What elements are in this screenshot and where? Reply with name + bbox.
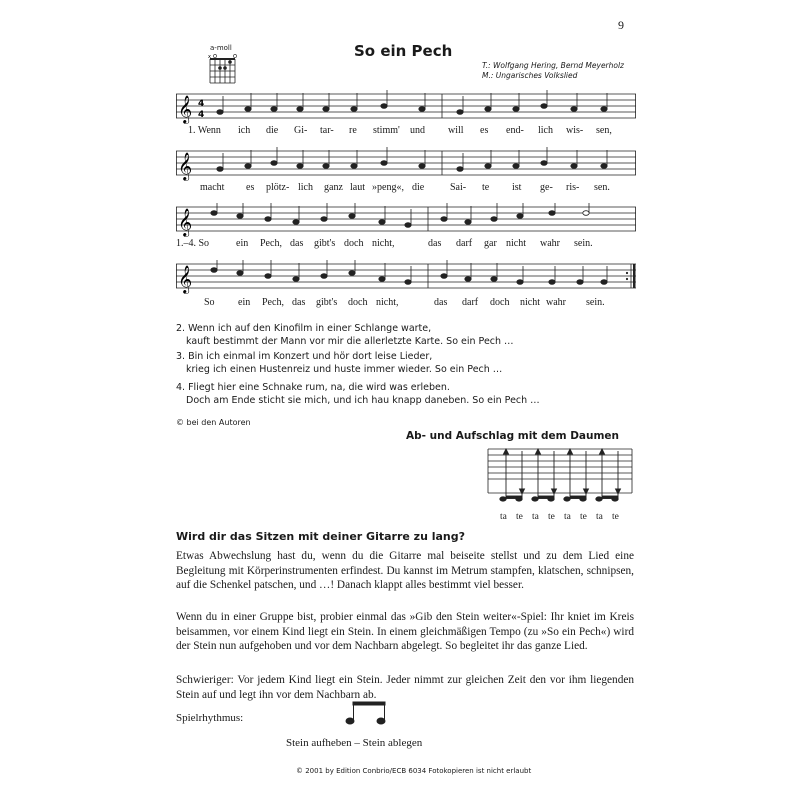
song-title: So ein Pech (354, 42, 453, 60)
lyric-line-3 (176, 238, 636, 252)
verse-line: 2. Wenn ich auf den Kinofilm in einer Schlange warte, (176, 323, 432, 334)
lyric-syllable: gibt's (316, 297, 338, 308)
lyric-syllable: nicht, (376, 297, 399, 308)
lyric-syllable: ein (236, 238, 249, 249)
strum-syllable: ta (596, 512, 603, 522)
lyric-syllable: gar (484, 238, 497, 249)
paragraph: Wenn du in einer Gruppe bist, probier einmal das »Gib den Stein weiter«-Spiel: Ihr kniet im Kreis beisammen, vor einem Kind liegt ein Stein. In einem gleichmäßigen Tempo (zu »So ein Pech«) wird der Stein nun aufgehoben und vor dem Nachbarn abgelegt. So begleitet ihr das ganze Lied. (176, 611, 634, 652)
lyric-syllable: stimm' (373, 125, 400, 136)
svg-text:𝄞: 𝄞 (178, 208, 193, 236)
credits-text: T.: Wolfgang Hering, Bernd Meyerholz (482, 61, 624, 70)
copyright-authors: © bei den Autoren (176, 418, 251, 427)
lyric-syllable: darf (456, 238, 473, 249)
svg-text:4: 4 (198, 99, 205, 109)
chord-diagram (206, 53, 242, 87)
lyric-syllable: nicht (506, 238, 526, 249)
strum-syllable: ta (500, 512, 507, 522)
paragraph: Etwas Abwechslung hast du, wenn du die Gitarre mal beiseite stellst und zu dem Lied eine Begleitung mit Körperinstrumenten erfindest. Du kannst im Metrum stampfen, klatschen, schnipsen, auf die Schenkel patschen, und …! Danach klappt alles bestimmt viel besser. (176, 550, 634, 591)
rhythm-label: Spielrhythmus: (176, 712, 244, 724)
staff-system-1 (176, 90, 638, 126)
lyric-syllable: 1.–4. So (176, 238, 210, 249)
lyric-syllable: ich (238, 125, 251, 136)
song-credits (482, 61, 624, 81)
lyric-syllable: plötz- (266, 182, 290, 193)
paragraph: Schwieriger: Vor jedem Kind liegt ein Stein. Jeder nimmt zur gleichen Zeit den vor ihm liegenden Stein auf und legt ihn vor dem Nachbarn ab. (176, 674, 634, 701)
lyric-line-2 (176, 182, 636, 196)
lyric-syllable: gibt's (314, 238, 336, 249)
verse-2 (176, 322, 514, 348)
lyric-syllable: Sai- (450, 182, 467, 193)
strum-syllable: te (612, 512, 619, 522)
thumb-section-title: Ab- und Aufschlag mit dem Daumen (406, 430, 620, 442)
rhythm-caption: Stein aufheben – Stein ablegen (286, 737, 423, 749)
footer-copyright: © 2001 by Edition Conbrio/ECB 6034 Fotokopieren ist nicht erlaubt (296, 767, 532, 775)
lyric-syllable: nicht, (372, 238, 395, 249)
verse-3 (176, 350, 502, 376)
page-number: 9 (618, 18, 624, 32)
verse-line: 4. Fliegt hier eine Schnake rum, na, die wird was erleben. (176, 382, 450, 393)
lyric-line-1 (176, 125, 636, 139)
lyric-syllable: laut (350, 182, 365, 193)
strum-syllable: te (516, 512, 523, 522)
verse-line: kauft bestimmt der Mann vor mir die allerletzte Karte. So ein Pech … (186, 336, 514, 347)
lyric-syllable: wahr (540, 238, 560, 249)
lyric-syllable: lich (538, 125, 553, 136)
lyric-syllable: doch (344, 238, 364, 249)
lyric-syllable: tar- (320, 125, 334, 136)
lyric-syllable: sein. (574, 238, 593, 249)
lyric-syllable: ge- (540, 182, 553, 193)
staff-system-3 (176, 203, 638, 239)
lyric-syllable: es (480, 125, 489, 136)
staff-system-2 (176, 147, 638, 183)
svg-text:𝄞: 𝄞 (178, 152, 193, 180)
thumb-strum-diagram (484, 447, 634, 513)
lyric-syllable: die (266, 125, 279, 136)
lyric-syllable: das (428, 238, 442, 249)
svg-text:𝄞: 𝄞 (178, 265, 193, 293)
lyric-syllable: sein. (586, 297, 605, 308)
lyric-syllable: ris- (566, 182, 580, 193)
lyric-syllable: sen, (596, 125, 612, 136)
strum-syllable: ta (564, 512, 571, 522)
credits-music: M.: Ungarisches Volkslied (482, 71, 578, 80)
lyric-syllable: te (482, 182, 490, 193)
lyric-syllable: das (290, 238, 304, 249)
lyric-syllable: re (349, 125, 357, 136)
lyric-syllable: das (434, 297, 448, 308)
lyric-syllable: darf (462, 297, 479, 308)
lyric-syllable: die (412, 182, 425, 193)
svg-text:4: 4 (198, 110, 205, 120)
svg-text:x: x (208, 54, 211, 60)
verse-line: krieg ich einen Hustenreiz und huste immer wieder. So ein Pech … (186, 364, 503, 375)
lyric-syllable: So (204, 297, 215, 308)
lyric-syllable: lich (298, 182, 313, 193)
lyric-syllable: wis- (566, 125, 584, 136)
strum-syllable: ta (532, 512, 539, 522)
verse-4 (176, 381, 540, 407)
lyric-syllable: 1. Wenn (188, 125, 221, 136)
lyric-syllable: ein (238, 297, 251, 308)
lyric-syllable: macht (200, 182, 225, 193)
lyric-syllable: ganz (324, 182, 343, 193)
strum-syllable: te (548, 512, 555, 522)
lyric-syllable: Gi- (294, 125, 308, 136)
lyric-syllable: und (410, 125, 425, 136)
staff-system-4 (176, 260, 638, 300)
section-heading: Wird dir das Sitzen mit deiner Gitarre zu lang? (176, 530, 466, 543)
lyric-syllable: doch (348, 297, 368, 308)
lyric-syllable: es (246, 182, 255, 193)
verse-line: 3. Bin ich einmal im Konzert und hör dort leise Lieder, (176, 351, 433, 362)
lyric-syllable: will (448, 125, 464, 136)
lyric-line-4 (176, 297, 636, 311)
chord-name: a-moll (210, 44, 232, 52)
svg-text:𝄞: 𝄞 (178, 95, 193, 123)
strum-syllable: te (580, 512, 587, 522)
lyric-syllable: ist (512, 182, 522, 193)
lyric-syllable: Pech, (262, 297, 284, 308)
lyric-syllable: das (292, 297, 306, 308)
lyric-syllable: »peng«, (372, 182, 404, 193)
rhythm-eighth-notes (343, 699, 391, 727)
lyric-syllable: end- (506, 125, 524, 136)
lyric-syllable: wahr (546, 297, 566, 308)
lyric-syllable: nicht (520, 297, 540, 308)
lyric-syllable: sen. (594, 182, 610, 193)
lyric-syllable: Pech, (260, 238, 282, 249)
verse-line: Doch am Ende sticht sie mich, und ich hau knapp daneben. So ein Pech … (186, 395, 540, 406)
lyric-syllable: doch (490, 297, 510, 308)
